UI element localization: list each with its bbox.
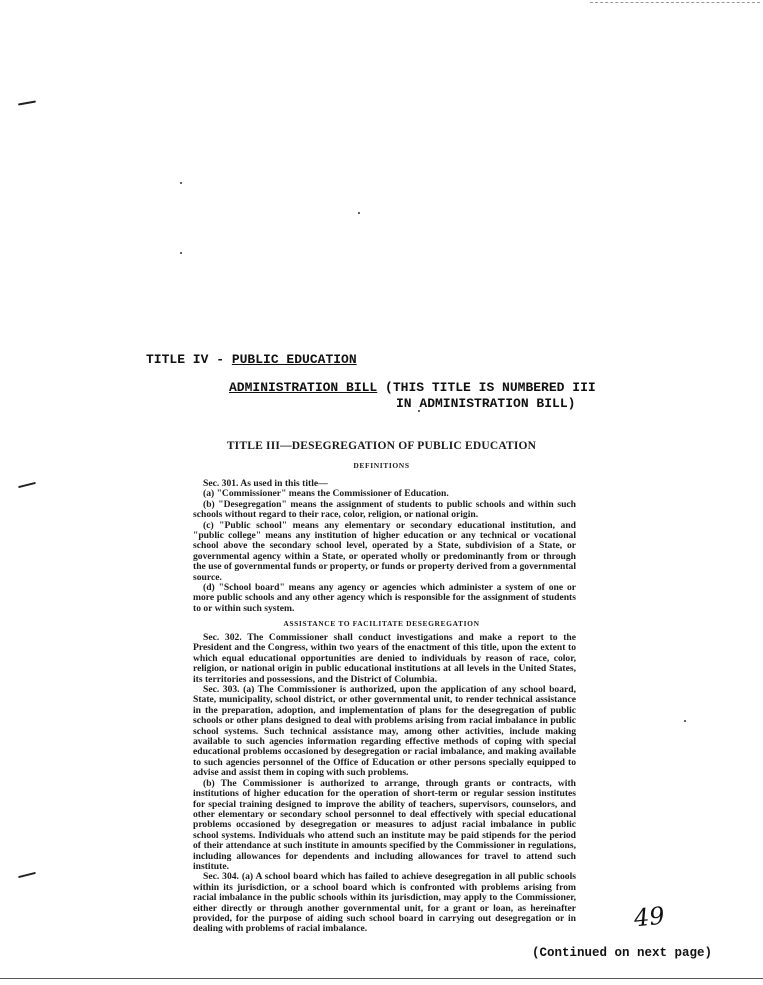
- continued-note: (Continued on next page): [532, 946, 713, 960]
- paragraph: Sec. 302. The Commissioner shall conduct investigations and make a report to the President and the Congress, within two years of the enactment of this title, upon the extent to which equal educational opportunities are denied to individuals by reason of race, color, religion, or national origin in public educational institutions at all levels in the United States, its territories and possessions, and the District of Columbia.: [193, 632, 576, 685]
- admin-bill-note-2: IN ADMINISTRATION BILL): [396, 396, 576, 411]
- scan-mark: [18, 482, 36, 488]
- admin-bill-label: ADMINISTRATION BILL: [229, 380, 378, 395]
- title-name: PUBLIC EDUCATION: [231, 352, 357, 367]
- assistance-heading: ASSISTANCE TO FACILITATE DESEGREGATION: [283, 619, 480, 628]
- scan-speck: [684, 720, 686, 722]
- admin-bill-line: [229, 380, 596, 395]
- document-title: TITLE III—DESEGREGATION OF PUBLIC EDUCATION: [226, 440, 537, 452]
- definitions-heading: DEFINITIONS: [353, 461, 410, 470]
- paragraph: (a) "Commissioner" means the Commissioner of Education.: [203, 488, 449, 500]
- paragraph: Sec. 301. As used in this title—: [203, 478, 328, 489]
- definitions-section: [193, 479, 576, 614]
- handwritten-page-number: 49: [632, 901, 666, 933]
- scan-speck: [180, 252, 182, 254]
- scan-artifact-top: [590, 2, 760, 3]
- scan-speck: [358, 212, 360, 214]
- assistance-section: [193, 633, 576, 935]
- title-iv-line: [146, 352, 357, 367]
- paragraph: (d) "School board" means any agency or agencies which administer a system of one or more public schools and any other agency which is responsible for the assignment of students to or within such system.: [193, 582, 576, 614]
- scan-mark: [18, 872, 36, 878]
- paragraph: Sec. 303. (a) The Commissioner is authorized, upon the application of any school board, State, municipality, school district, or other governmental unit, to render technical assistance in the preparation, adoption, and implementation of plans for the desegregation of public schools or other plans designed to deal with problems arising from racial imbalance in public school systems. Such technical assistance may, among other activities, include making available to such agencies information regarding effective methods of coping with special educational problems occasioned by desegregation or racial imbalance, and making available to such agencies personnel of the Office of Education or other persons specially equipped to advise and assist them in coping with such problems.: [193, 684, 576, 779]
- scan-speck: [180, 182, 182, 184]
- paragraph: (b) "Desegregation" means the assignment of students to public schools and within such schools without regard to their race, color, religion, or national origin.: [193, 498, 576, 521]
- paragraph: (b) The Commissioner is authorized to arrange, through grants or contracts, with institutions of higher education for the operation of short-term or regular session institutes for special training designed to improve the ability of teachers, supervisors, counselors, and other elementary or secondary school personnel to deal effectively with special educational problems occasioned by desegregation or measures to adjust racial imbalance in public school systems. Individuals who attend such an institute may be paid stipends for the period of their attendance at such institute in amounts specified by the Commissioner in regulations, including allowances for dependents and including allowances for travel to attend such institute.: [193, 777, 576, 872]
- page-bottom-edge: [0, 978, 763, 979]
- scan-mark: [18, 100, 36, 105]
- paragraph: Sec. 304. (a) A school board which has failed to achieve desegregation in all public schools within its jurisdiction, or a school board which is confronted with problems arising from racial imbalance in the public schools within its jurisdiction, may apply to the Commissioner, either directly or through another governmental unit, for a grant or loan, as hereinafter provided, for the purpose of aiding such school board in carrying out desegregation or in dealing with problems of racial imbalance.: [193, 871, 576, 935]
- title-prefix: TITLE IV -: [146, 352, 232, 367]
- paragraph: (c) "Public school" means any elementary or secondary educational institution, and "public college" means any institution of higher education or any technical or vocational school above the secondary school level, operated by a State, subdivision of a State, or governmental agency within a State, or operated wholly or predominantly from or through the use of governmental funds or property, or funds or property derived from a governmental source.: [193, 519, 576, 583]
- admin-bill-note-1: (THIS TITLE IS NUMBERED III: [377, 380, 596, 395]
